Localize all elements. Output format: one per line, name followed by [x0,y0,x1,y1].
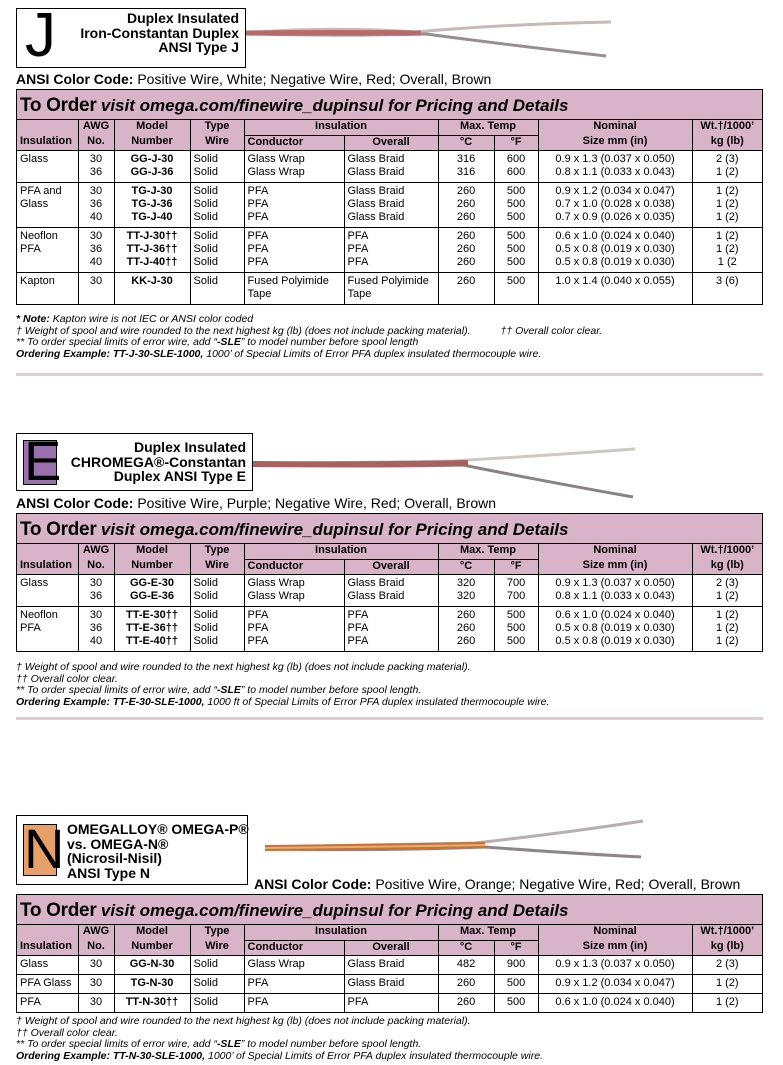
cell-model: GG-J-30 GG-J-36 [114,150,190,182]
cell-type: Solid [190,272,244,304]
order-link-e[interactable]: visit omega.com/finewire_dupinsul for Pricing and Details [100,520,569,539]
cell-type: Solid Solid Solid [190,606,244,651]
type-letter-n: N [24,817,65,880]
cell-conductor: Fused Polyimide Tape [244,272,344,304]
cell-temp-f: 500 [494,272,538,304]
type-letter-e: E [24,429,62,492]
spec-table-n: AWG Model Type Insulation Max. Temp Nominal Wt.†/1000’ Insulation No. Number Wire Conductor Overall °C °F Size mm (in) kg (lb) Glass 30 GG-N-30 Solid Glass Wrap Glass Braid 482 900 0.9 x 1.3 (0.037 x 0.050) 2 (3) PFA Glass 30 TG-N-30 Solid PFA Glass Braid 260 500 0.9 x 1.2 (0.034 x 0.047) 1 (2) PFA 30 TT-N-30†† Solid PFA PFA 260 500 0.6 x 1.0 (0.024 x 0.040) 1 (2) [17,925,762,1012]
cell-temp-f: 500 500 500 [494,182,538,227]
cell-temp-c: 260 [438,974,494,993]
wire-image-n [265,817,645,869]
table-row [17,182,762,227]
cell-model: TT-E-30†† TT-E-36†† TT-E-40†† [114,606,190,651]
cell-awg: 30 36 [78,150,114,182]
cell-type: Solid [190,993,244,1012]
order-link-n[interactable]: visit omega.com/finewire_dupinsul for Pricing and Details [100,901,569,920]
cell-awg: 30 [78,993,114,1012]
cell-conductor: PFA PFA PFA [244,227,344,272]
order-header-j: To Order visit omega.com/finewire_dupinsul for Pricing and Details [17,90,762,120]
cell-size: 0.6 x 1.0 (0.024 x 0.040) [538,993,692,1012]
type-letter-j: J [25,1,56,70]
type-swatch-n [23,817,65,880]
cell-temp-c: 260 260 260 [438,182,494,227]
cell-awg: 30 36 40 [78,606,114,651]
cell-weight: 1 (2) [692,993,762,1012]
title-text-j: Duplex Insulated Iron-Constantan Duplex ANSI Type J [80,10,239,55]
order-link-j[interactable]: visit omega.com/finewire_dupinsul for Pricing and Details [100,96,569,115]
cell-type: Solid Solid Solid [190,182,244,227]
cell-awg: 30 [78,272,114,304]
cell-overall: PFA [344,993,438,1012]
cell-overall: Glass Braid [344,955,438,974]
type-swatch-e [23,429,62,492]
notes-e: † Weight of spool and wire rounded to the next highest kg (lb) (does not include packing material). †† Overall color clear. ** To order special limits of error wire, add “-SLE” to model number before spool length. Ordering Example: TT-E-30-SLE-1000, 1000 ft of Special Limits of Error PFA duplex insulated thermocouple wire. [16,661,550,708]
spec-table-e: AWG Model Type Insulation Max. Temp Nominal Wt.†/1000’ Insulation No. Number Wire Conductor Overall °C °F Size mm (in) kg (lb) Glass 30 36 GG-E-30 GG-E-36 Solid Solid Glass Wrap Glass Wrap Glass Braid Glass Braid 320 320 700 700 0.9 x 1.3 (0.037 x 0.050) 0.8 x 1.1 (0.033 x 0.043) 2 (3) 1 (2) Neoflon PFA 30 36 40 TT-E-30†† TT-E-36†† TT-E-40†† Solid Solid Solid PFA PFA PFA PFA PFA PFA 260 260 260 500 500 500 0.6 x 1.0 (0.024 x 0.040) 0.5 x 0.8 (0.019 x 0.030) 0.5 x 0.8 (0.019 x 0.030) 1 (2) 1 (2) 1 (2) [17,544,762,651]
cell-awg: 30 [78,955,114,974]
cell-temp-f: 900 [494,955,538,974]
table-row [17,150,762,182]
cell-weight: 2 (3) [692,955,762,974]
cell-size: 0.9 x 1.2 (0.034 x 0.047) [538,974,692,993]
cell-temp-c: 260 260 260 [438,227,494,272]
title-box-n [16,815,248,885]
cell-insulation: Glass [17,150,78,182]
cell-size: 0.6 x 1.0 (0.024 x 0.040) 0.5 x 0.8 (0.019 x 0.030) 0.5 x 0.8 (0.019 x 0.030) [538,227,692,272]
cell-size: 0.9 x 1.3 (0.037 x 0.050) 0.8 x 1.1 (0.033 x 0.043) [538,574,692,606]
title-box-j [16,1,246,70]
cell-awg: 30 36 40 [78,227,114,272]
cell-temp-c: 320 320 [438,574,494,606]
cell-overall: Glass Braid Glass Braid Glass Braid [344,182,438,227]
cell-overall: Glass Braid Glass Braid [344,574,438,606]
cell-awg: 30 [78,974,114,993]
cell-overall: Glass Braid [344,974,438,993]
cell-temp-c: 482 [438,955,494,974]
cell-temp-f: 700 700 [494,574,538,606]
cell-insulation: Glass [17,574,78,606]
notes-n: † Weight of spool and wire rounded to the next highest kg (lb) (does not include packing material). †† Overall color clear. ** To order special limits of error wire, add “-SLE” to model number before spool length. Ordering Example: TT-N-30-SLE-1000, 1000’ of Special Limits of Error PFA duplex insulated thermocouple wire. [16,1015,543,1062]
cell-temp-c: 260 [438,993,494,1012]
cell-conductor: Glass Wrap [244,955,344,974]
cell-conductor: PFA [244,993,344,1012]
cell-model: GG-E-30 GG-E-36 [114,574,190,606]
table-row [17,974,762,993]
order-table-e [16,513,763,652]
cell-type: Solid Solid [190,574,244,606]
cell-insulation: PFA Glass [17,974,78,993]
cell-temp-f: 500 [494,974,538,993]
table-row [17,227,762,272]
table-row [17,993,762,1012]
cell-insulation: Glass [17,955,78,974]
cell-overall: Fused Polyimide Tape [344,272,438,304]
cell-temp-f: 500 500 500 [494,227,538,272]
cell-conductor: Glass Wrap Glass Wrap [244,574,344,606]
cell-model: KK-J-30 [114,272,190,304]
cell-insulation: Kapton [17,272,78,304]
color-code-e: ANSI Color Code: Positive Wire, Purple; Negative Wire, Red; Overall, Brown [16,495,497,511]
cell-size: 0.9 x 1.2 (0.034 x 0.047) 0.7 x 1.0 (0.028 x 0.038) 0.7 x 0.9 (0.026 x 0.035) [538,182,692,227]
cell-model: TT-N-30†† [114,993,190,1012]
cell-temp-f: 600 600 [494,150,538,182]
cell-insulation: Neoflon PFA [17,227,78,272]
title-box-e [16,429,253,492]
cell-insulation: Neoflon PFA [17,606,78,651]
cell-conductor: PFA [244,974,344,993]
table-row [17,574,762,606]
cell-weight: 1 (2) 1 (2) 1 (2) [692,182,762,227]
color-code-j: ANSI Color Code: Positive Wire, White; Negative Wire, Red; Overall, Brown [16,71,492,87]
order-table-n [16,894,763,1013]
notes-j: * Note: Kapton wire is not IEC or ANSI color coded † Weight of spool and wire rounded to the next highest kg (lb) (does not include packing material). †† Overall color clear. ** To order special limits of error wire, add “-SLE” to model number before spool length Ordering Example: TT-J-30-SLE-1000, 1000’ of Special Limits of Error PFA duplex insulated thermocouple wire. [16,313,603,360]
table-row [17,955,762,974]
title-text-n: OMEGALLOY® OMEGA-P® vs. OMEGA-N® (Nicrosil-Nisil) ANSI Type N [67,821,249,881]
cell-model: TT-J-30†† TT-J-36†† TT-J-40†† [114,227,190,272]
divider-e [16,717,763,720]
cell-model: TG-N-30 [114,974,190,993]
cell-size: 0.9 x 1.3 (0.037 x 0.050) [538,955,692,974]
wire-image-e [253,441,638,501]
order-header-n: To Order visit omega.com/finewire_dupinsul for Pricing and Details [17,895,762,925]
table-row [17,606,762,651]
cell-conductor: PFA PFA PFA [244,606,344,651]
cell-size: 1.0 x 1.4 (0.040 x 0.055) [538,272,692,304]
cell-temp-c: 260 260 260 [438,606,494,651]
cell-weight: 2 (3) 1 (2) [692,574,762,606]
cell-insulation: PFA [17,993,78,1012]
cell-size: 0.9 x 1.3 (0.037 x 0.050) 0.8 x 1.1 (0.033 x 0.043) [538,150,692,182]
cell-temp-f: 500 [494,993,538,1012]
divider-j [16,373,763,376]
cell-weight: 1 (2) 1 (2) 1 (2) [692,606,762,651]
order-header-e: To Order visit omega.com/finewire_dupinsul for Pricing and Details [17,514,762,544]
wire-image-j [246,18,616,62]
cell-awg: 30 36 40 [78,182,114,227]
cell-overall: PFA PFA PFA [344,227,438,272]
cell-model: GG-N-30 [114,955,190,974]
spec-table-j: AWG Model Type Insulation Max. Temp Nominal Wt.†/1000’ Insulation No. Number Wire Conductor Overall °C °F Size mm (in) kg (lb) Glass 30 36 GG-J-30 GG-J-36 Solid Solid Glass Wrap Glass Wrap Glass Braid Glass Braid 316 316 600 600 0.9 x 1.3 (0.037 x 0.050) 0.8 x 1.1 (0.033 x 0.043) 2 (3) 1 (2) PFA and Glass 30 36 40 TG-J-30 TG-J-36 TG-J-40 Solid Solid Solid PFA PFA PFA Glass Braid Glass Braid Glass Braid 260 260 260 500 500 500 0.9 x 1.2 (0.034 x 0.047) 0.7 x 1.0 (0.028 x 0.038) 0.7 x 0.9 (0.026 x 0.035) 1 (2) 1 (2) 1 (2) Neoflon PFA 30 36 40 TT-J-30†† TT-J-36†† TT-J-40†† Solid Solid Solid PFA PFA PFA PFA PFA PFA 260 260 260 500 500 500 0.6 x 1.0 (0.024 x 0.040) 0.5 x 0.8 (0.019 x 0.030) 0.5 x 0.8 (0.019 x 0.030) 1 (2) 1 (2) 1 (2 Kapton 30 KK-J-30 Solid Fused Polyimide Tape Fused Polyimide Tape 260 500 1.0 x 1.4 (0.040 x 0.055) 3 (6) [17,120,762,304]
cell-awg: 30 36 [78,574,114,606]
cell-type: Solid [190,974,244,993]
cell-type: Solid Solid Solid [190,227,244,272]
cell-conductor: PFA PFA PFA [244,182,344,227]
cell-overall: Glass Braid Glass Braid [344,150,438,182]
cell-temp-c: 260 [438,272,494,304]
cell-temp-c: 316 316 [438,150,494,182]
color-code-n: ANSI Color Code: Positive Wire, Orange; Negative Wire, Red; Overall, Brown [254,876,741,892]
order-table-j [16,89,763,305]
cell-weight: 2 (3) 1 (2) [692,150,762,182]
cell-weight: 3 (6) [692,272,762,304]
cell-temp-f: 500 500 500 [494,606,538,651]
cell-type: Solid Solid [190,150,244,182]
cell-size: 0.6 x 1.0 (0.024 x 0.040) 0.5 x 0.8 (0.019 x 0.030) 0.5 x 0.8 (0.019 x 0.030) [538,606,692,651]
title-text-e: Duplex Insulated CHROMEGA®-Constantan Duplex ANSI Type E [70,439,246,484]
cell-weight: 1 (2) 1 (2) 1 (2 [692,227,762,272]
cell-model: TG-J-30 TG-J-36 TG-J-40 [114,182,190,227]
cell-weight: 1 (2) [692,974,762,993]
table-row [17,272,762,304]
cell-conductor: Glass Wrap Glass Wrap [244,150,344,182]
cell-overall: PFA PFA PFA [344,606,438,651]
cell-insulation: PFA and Glass [17,182,78,227]
cell-type: Solid [190,955,244,974]
